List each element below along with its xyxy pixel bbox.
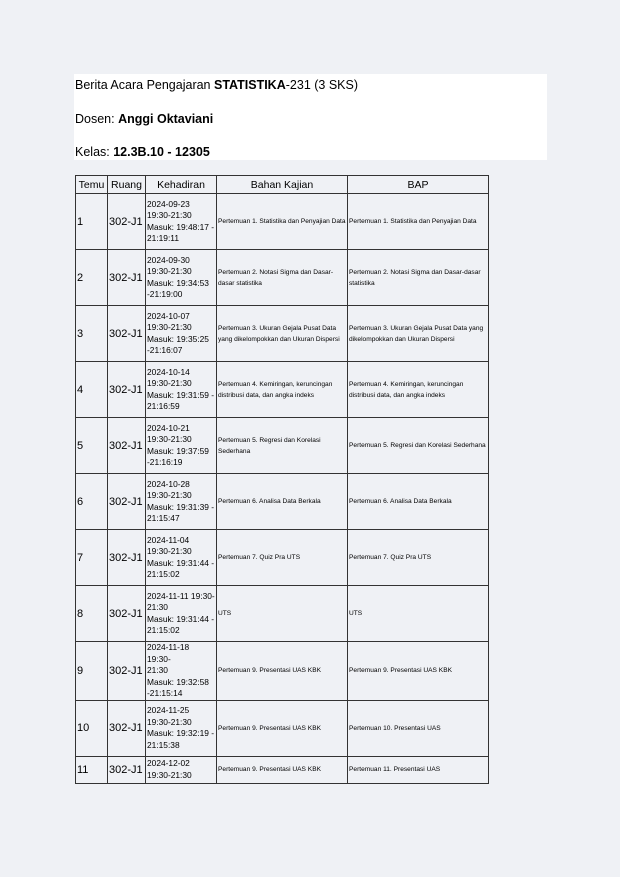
cell-ruang: 302-J1 [108, 306, 146, 362]
cell-bap: UTS [348, 586, 489, 642]
table-header-row [76, 176, 489, 194]
cell-bahan-kajian: Pertemuan 4. Kemiringan, keruncingan distribusi data, dan angka indeks [217, 362, 348, 418]
cell-temu: 5 [76, 418, 108, 474]
cell-bahan-kajian: Pertemuan 9. Presentasi UAS KBK [217, 642, 348, 701]
cell-bahan-kajian: Pertemuan 7. Quiz Pra UTS [217, 530, 348, 586]
header-ruang: Ruang [108, 176, 146, 194]
cell-kehadiran: 2024-11-25 19:30-21:30 Masuk: 19:32:19 - 21:15:38 [146, 700, 217, 756]
cell-bap: Pertemuan 4. Kemiringan, keruncingan distribusi data, dan angka indeks [348, 362, 489, 418]
cell-bahan-kajian: UTS [217, 586, 348, 642]
cell-temu: 1 [76, 194, 108, 250]
cell-ruang: 302-J1 [108, 642, 146, 701]
cell-bahan-kajian: Pertemuan 5. Regresi dan Korelasi Sederhana [217, 418, 348, 474]
title-prefix: Berita Acara Pengajaran [75, 78, 214, 92]
cell-ruang: 302-J1 [108, 586, 146, 642]
cell-ruang: 302-J1 [108, 474, 146, 530]
cell-temu: 9 [76, 642, 108, 701]
cell-kehadiran: 2024-10-21 19:30-21:30 Masuk: 19:37:59 -21:16:19 [146, 418, 217, 474]
table-row [76, 250, 489, 306]
title-suffix: -231 (3 SKS) [285, 78, 359, 92]
cell-kehadiran: 2024-11-18 19:30- 21:30 Masuk: 19:32:58 -21:15:14 [146, 642, 217, 701]
cell-kehadiran: 2024-09-30 19:30-21:30 Masuk: 19:34:53 -21:19:00 [146, 250, 217, 306]
class-label: Kelas: [75, 145, 114, 159]
cell-bahan-kajian: Pertemuan 9. Presentasi UAS KBK [217, 700, 348, 756]
table-row [76, 306, 489, 362]
cell-ruang: 302-J1 [108, 418, 146, 474]
cell-bap: Pertemuan 3. Ukuran Gejala Pusat Data yang dikelompokkan dan Ukuran Dispersi [348, 306, 489, 362]
lecturer-label: Dosen: [75, 112, 119, 126]
cell-temu: 7 [76, 530, 108, 586]
cell-kehadiran: 2024-09-23 19:30-21:30 Masuk: 19:48:17 - 21:19:11 [146, 194, 217, 250]
class-line [75, 144, 210, 160]
document-title [75, 77, 358, 93]
course-code: STATISTIKA [213, 78, 286, 92]
cell-ruang: 302-J1 [108, 194, 146, 250]
table-row [76, 418, 489, 474]
attendance-table [75, 175, 489, 784]
cell-bap: Pertemuan 6. Analisa Data Berkala [348, 474, 489, 530]
cell-temu: 10 [76, 700, 108, 756]
cell-bap: Pertemuan 11. Presentasi UAS [348, 756, 489, 783]
cell-bahan-kajian: Pertemuan 1. Statistika dan Penyajian Data [217, 194, 348, 250]
cell-ruang: 302-J1 [108, 700, 146, 756]
cell-kehadiran: 2024-11-11 19:30- 21:30 Masuk: 19:31:44 - 21:15:02 [146, 586, 217, 642]
cell-temu: 8 [76, 586, 108, 642]
cell-bap: Pertemuan 10. Presentasi UAS [348, 700, 489, 756]
cell-ruang: 302-J1 [108, 530, 146, 586]
cell-kehadiran: 2024-12-02 19:30-21:30 [146, 756, 217, 783]
cell-bap: Pertemuan 1. Statistika dan Penyajian Data [348, 194, 489, 250]
cell-bap: Pertemuan 7. Quiz Pra UTS [348, 530, 489, 586]
table-row [76, 530, 489, 586]
table-row [76, 586, 489, 642]
cell-kehadiran: 2024-10-14 19:30-21:30 Masuk: 19:31:59 - 21:16:59 [146, 362, 217, 418]
cell-kehadiran: 2024-11-04 19:30-21:30 Masuk: 19:31:44 - 21:15:02 [146, 530, 217, 586]
header-kehadiran: Kehadiran [146, 176, 217, 194]
cell-ruang: 302-J1 [108, 756, 146, 783]
cell-temu: 6 [76, 474, 108, 530]
table-row [76, 756, 489, 783]
cell-ruang: 302-J1 [108, 362, 146, 418]
cell-temu: 11 [76, 756, 108, 783]
lecturer-line [75, 111, 213, 127]
table-row [76, 642, 489, 701]
cell-kehadiran: 2024-10-07 19:30-21:30 Masuk: 19:35:25 -21:16:07 [146, 306, 217, 362]
header-bahan-kajian: Bahan Kajian [217, 176, 348, 194]
cell-bahan-kajian: Pertemuan 2. Notasi Sigma dan Dasar-dasar statistika [217, 250, 348, 306]
cell-bap: Pertemuan 9. Presentasi UAS KBK [348, 642, 489, 701]
cell-temu: 4 [76, 362, 108, 418]
table-row [76, 362, 489, 418]
cell-temu: 2 [76, 250, 108, 306]
table-row [76, 194, 489, 250]
cell-bap: Pertemuan 2. Notasi Sigma dan Dasar-dasar statistika [348, 250, 489, 306]
cell-ruang: 302-J1 [108, 250, 146, 306]
header-bap: BAP [348, 176, 489, 194]
cell-bahan-kajian: Pertemuan 6. Analisa Data Berkala [217, 474, 348, 530]
cell-kehadiran: 2024-10-28 19:30-21:30 Masuk: 19:31:39 - 21:15:47 [146, 474, 217, 530]
cell-bap: Pertemuan 5. Regresi dan Korelasi Sederhana [348, 418, 489, 474]
lecturer-name: Anggi Oktaviani [118, 112, 214, 126]
cell-bahan-kajian: Pertemuan 3. Ukuran Gejala Pusat Data yang dikelompokkan dan Ukuran Dispersi [217, 306, 348, 362]
class-value: 12.3B.10 - 12305 [113, 145, 210, 159]
cell-temu: 3 [76, 306, 108, 362]
cell-bahan-kajian: Pertemuan 9. Presentasi UAS KBK [217, 756, 348, 783]
table-row [76, 700, 489, 756]
header-temu: Temu [76, 176, 108, 194]
table-row [76, 474, 489, 530]
